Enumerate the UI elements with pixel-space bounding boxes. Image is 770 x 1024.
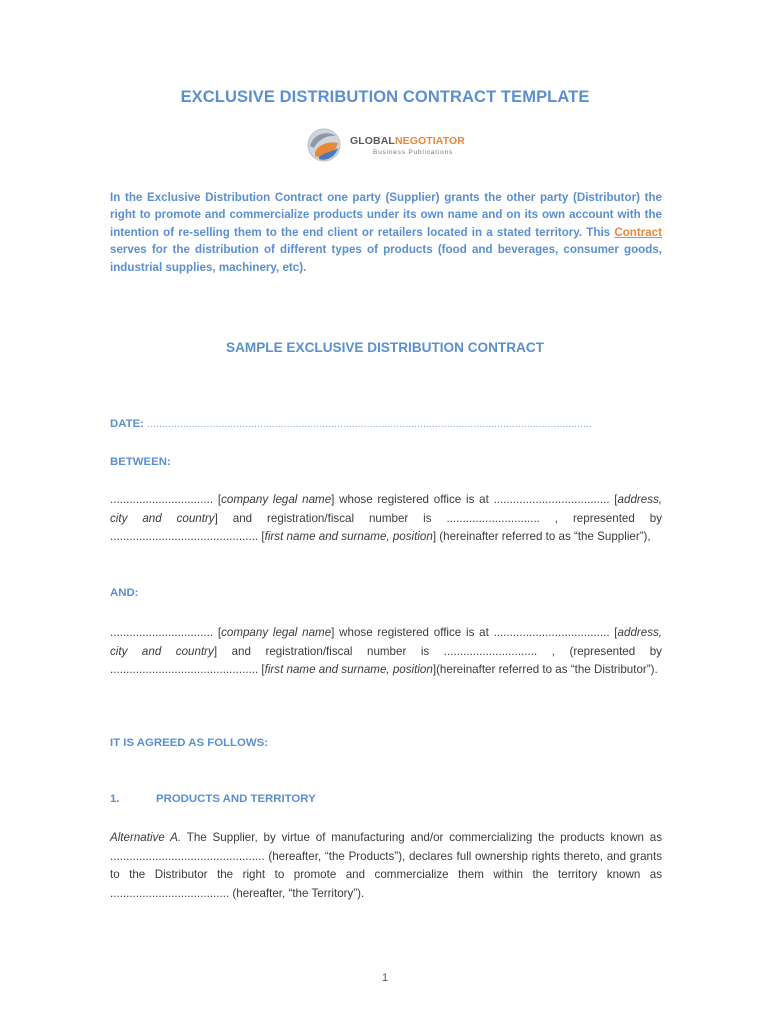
distributor-company-placeholder: company legal name	[221, 626, 332, 639]
section-1-heading	[110, 793, 316, 805]
globe-logo-icon	[305, 126, 343, 164]
alternative-a-text: The Supplier, by virtue of manufacturing and/or commercializing the products known as ................................................ (hereafter, “the Products”), declares full ownership rights thereto, and grants to the Distributor the right to promote and commercialize them within the territory known as ..................................... (hereafter, “the Territory”).	[110, 831, 662, 901]
section-1-number: 1.	[110, 793, 120, 805]
supplier-company-placeholder: company legal name	[221, 493, 332, 506]
supplier-text-1: whose registered office is at ....................................	[334, 493, 610, 506]
distributor-text-3: (hereinafter referred to as “the Distributor”).	[436, 663, 658, 677]
section-1-title: PRODUCTS AND TERRITORY	[156, 793, 316, 805]
logo-brand-global: GLOBAL	[350, 135, 395, 147]
date-blank: ......................................................................................................................................................	[147, 418, 592, 430]
intro-text-before-link: In the Exclusive Distribution Contract one party (Supplier) grants the other party (Distributor) the right to promote and commercialize products under its own name and on its own account with the intention of re-selling them to the end client or retailers located in a stated territory. This	[110, 191, 662, 239]
supplier-person-placeholder: first name and surname, position	[264, 530, 433, 544]
logo-tagline: Business Publications	[373, 149, 454, 156]
supplier-address-placeholder: address, city and country	[110, 493, 663, 525]
distributor-address-placeholder: address, city and country	[110, 626, 663, 658]
alternative-a-paragraph	[110, 829, 662, 904]
date-field	[110, 418, 662, 434]
and-label: AND:	[110, 587, 139, 599]
distributor-text-2: and registration/fiscal number is ............................. , (represented by ..............................................	[110, 644, 662, 677]
supplier-text-2: and registration/fiscal number is ............................. , represented by ..............................................	[110, 511, 662, 544]
intro-paragraph	[110, 189, 662, 276]
distributor-blank-1: ................................	[110, 626, 214, 639]
distributor-paragraph: ................................ [company legal name] whose registered office is at .................................... [address, city and country] and registration/fiscal number is ............................. , (represented by .............................................. [first name and surname, position](hereinafter referred to as “the Distributor”).	[110, 626, 663, 677]
intro-text-after-link: serves for the distribution of different types of products (food and beverages, consumer goods, industrial supplies, machinery, etc).	[110, 243, 662, 274]
document-subtitle: SAMPLE EXCLUSIVE DISTRIBUTION CONTRACT	[226, 340, 544, 355]
document-title: EXCLUSIVE DISTRIBUTION CONTRACT TEMPLATE	[180, 88, 590, 106]
alternative-a-label: Alternative A.	[110, 831, 182, 844]
distributor-person-placeholder: first name and surname, position	[264, 663, 433, 677]
between-label: BETWEEN:	[110, 456, 171, 468]
page-number: 1	[381, 972, 389, 984]
date-label: DATE:	[110, 418, 144, 430]
logo-brand-negotiator: NEGOTIATOR	[394, 135, 465, 147]
logo-wordmark	[350, 135, 465, 147]
supplier-text-3: (hereinafter referred to as “the Supplier”),	[436, 530, 651, 544]
supplier-paragraph: ................................ [company legal name] whose registered office is at .................................... [address, city and country] and registration/fiscal number is ............................. , represented by .............................................. [first name and surname, position] (hereinafter referred to as “the Supplier”),	[110, 493, 663, 544]
global-negotiator-logo	[305, 126, 475, 166]
supplier-blank-1: ................................	[110, 493, 214, 506]
contract-link[interactable]: Contract	[614, 225, 662, 239]
distributor-text-1: whose registered office is at ....................................	[334, 626, 610, 639]
agreed-label: IT IS AGREED AS FOLLOWS:	[110, 737, 268, 749]
